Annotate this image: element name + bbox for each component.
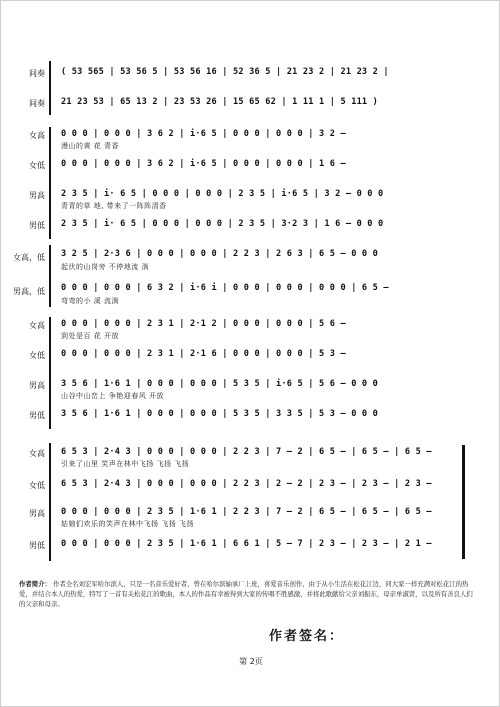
notation-line: 0 0 0 | 0 0 0 | 2 3 5 | 1·6 1 | 6 6 1 | 5 — 7 | 2 3 — | 2 3 — | 2 1 — bbox=[61, 539, 432, 549]
part-label: 女高 bbox=[29, 131, 45, 140]
lyric-line: 起伏的山岗旁 不停地流 淌 bbox=[61, 263, 149, 271]
part-label: 间奏 bbox=[29, 69, 45, 78]
lyric-line: 引来了山里 笑声在林中飞扬 飞扬 飞扬 bbox=[61, 460, 190, 468]
lyric-line: 姑娘们欢乐的笑声在林中飞扬 飞扬 飞扬 bbox=[61, 520, 194, 528]
part-label: 女低 bbox=[29, 351, 45, 360]
staff-row bbox=[1, 315, 500, 345]
staff-row bbox=[1, 185, 500, 215]
staff-row bbox=[1, 533, 500, 563]
part-label: 男高 bbox=[29, 191, 45, 200]
staff-row bbox=[1, 155, 500, 185]
notation-line: 0 0 0 | 0 0 0 | 2 3 1 | 2·1 2 | 0 0 0 | 0 0 0 | 5 6 — bbox=[61, 319, 346, 329]
staff-row bbox=[1, 125, 500, 155]
notation-line: 3 2 5 | 2·3 6 | 0 0 0 | 0 0 0 | 2 2 3 | 2 6 3 | 6 5 — 0 0 0 bbox=[61, 249, 379, 259]
notation-line: 2 3 5 | i· 6 5 | 0 0 0 | 0 0 0 | 2 3 5 | i·6 5 | 3 2 — 0 0 0 bbox=[61, 189, 384, 199]
staff-row bbox=[1, 243, 500, 273]
notation-line: 6 5 3 | 2·4 3 | 0 0 0 | 0 0 0 | 2 2 3 | 7 — 2 | 6 5 — | 6 5 — | 6 5 — bbox=[61, 447, 432, 457]
part-label: 间奏 bbox=[29, 99, 45, 108]
staff-row bbox=[1, 277, 500, 307]
notation-line: 0 0 0 | 0 0 0 | 2 3 1 | 2·1 6 | 0 0 0 | 0 0 0 | 5 3 — bbox=[61, 349, 346, 359]
notation-line: 0 0 0 | 0 0 0 | 3 6 2 | i·6 5 | 0 0 0 | 0 0 0 | 1 6 — bbox=[61, 159, 346, 169]
notation-line: 3 5 6 | 1·6 1 | 0 0 0 | 0 0 0 | 5 3 5 | 3 3 5 | 5 3 — 0 0 0 bbox=[61, 409, 379, 419]
author-intro-text: 作者全名刘宏军哈尔滨人，只是一名音乐爱好者，曾在哈尔滨轴承厂上班，喜爱音乐创作，由于从小生活在松花江边，同大家一样充满对松花江的热爱，并结合本人的热爱，特写了一首有关松花江的歌曲，本人的作品有幸被得到大家的传唱不胜感激，并将此歌献给父亲刘振东，母亲单淑贤，以及所有善良人们的父亲和母亲。 bbox=[19, 580, 473, 608]
part-label: 男高 bbox=[29, 381, 45, 390]
staff-row bbox=[1, 405, 500, 435]
notation-line: ( 53 565 | 53 56 5 | 53 56 16 | 52 36 5 | 21 23 2 | 21 23 2 | bbox=[61, 67, 389, 77]
notation-line: 3 5 6 | 1·6 1 | 0 0 0 | 0 0 0 | 5 3 5 | i·6 5 | 5 6 — 0 0 0 bbox=[61, 379, 379, 389]
notation-line: 6 5 3 | 2·4 3 | 0 0 0 | 0 0 0 | 2 2 3 | 2 — 2 | 2 3 — | 2 3 — | 2 3 — bbox=[61, 479, 432, 489]
staff-row bbox=[1, 59, 500, 89]
part-label: 女高 bbox=[29, 321, 45, 330]
staff-row bbox=[1, 501, 500, 531]
notation-line: 0 0 0 | 0 0 0 | 2 3 5 | 1·6 1 | 2 2 3 | 7 — 2 | 6 5 — | 6 5 — | 6 5 — bbox=[61, 507, 432, 517]
staff-row bbox=[1, 473, 500, 503]
lyric-line: 到处是百 花 开放 bbox=[61, 332, 119, 340]
lyric-line: 山谷中山峦上 争艳迎春风 开放 bbox=[61, 392, 164, 400]
part-label: 男低 bbox=[29, 411, 45, 420]
part-label: 男低 bbox=[29, 541, 45, 550]
staff-row bbox=[1, 375, 500, 405]
staff-row bbox=[1, 215, 500, 245]
part-label: 女高 bbox=[29, 449, 45, 458]
notation-line: 2 3 5 | i· 6 5 | 0 0 0 | 0 0 0 | 2 3 5 | 3·2 3 | 1 6 — 0 0 0 bbox=[61, 219, 384, 229]
part-label: 女低 bbox=[29, 481, 45, 490]
staff-row bbox=[1, 441, 500, 471]
notation-line: 21 23 53 | 65 13 2 | 23 53 26 | 15 65 62 | 1 11 1 | 5 111 ) bbox=[61, 97, 379, 107]
author-intro-label: 作者简介： bbox=[19, 580, 51, 588]
notation-line: 0 0 0 | 0 0 0 | 3 6 2 | i·6 5 | 0 0 0 | 0 0 0 | 3 2 — bbox=[61, 129, 346, 139]
part-label: 男高，低 bbox=[13, 287, 45, 296]
page-number: 第 2页 bbox=[239, 657, 263, 666]
notation-line: 0 0 0 | 0 0 0 | 6 3 2 | i·6 i | 0 0 0 | 0 0 0 | 0 0 0 | 6 5 — bbox=[61, 283, 389, 293]
part-label: 女低 bbox=[29, 161, 45, 170]
part-label: 男高 bbox=[29, 509, 45, 518]
lyric-line: 漫山的黄 花 青香 bbox=[61, 142, 119, 150]
author-intro bbox=[19, 579, 479, 609]
part-label: 男低 bbox=[29, 221, 45, 230]
lyric-line: 弯弯的小 溪 流淌 bbox=[61, 297, 119, 305]
lyric-line: 青青的草 地, 带来了一阵阵清香 bbox=[61, 202, 167, 210]
staff-row bbox=[1, 89, 500, 119]
part-label: 女高，低 bbox=[13, 253, 45, 262]
staff-row bbox=[1, 345, 500, 375]
author-signature-label: 作者签名： bbox=[269, 629, 345, 644]
